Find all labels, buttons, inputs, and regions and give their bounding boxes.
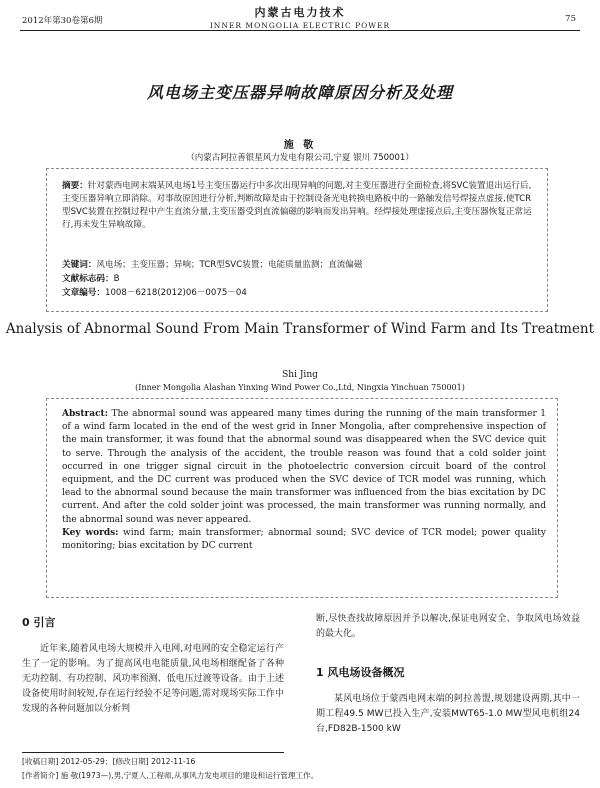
abstract-en xyxy=(62,408,546,553)
header-divider xyxy=(20,30,580,31)
footnote-received: [收稿日期] 2012-05-29；[修改日期] 2012-11-16 xyxy=(22,757,196,766)
section-heading-introduction: 0 引言 xyxy=(22,616,56,629)
abstract-cn-label: 摘要： xyxy=(62,181,88,191)
abstract-en-label: Abstract: xyxy=(62,409,109,419)
introduction-paragraph: 近年来,随着风电场大规模并入电网,对电网的安全稳定运行产生了一定的影响。为了提高风电电能质量,风电场相继配备了各种无功控制、有功控制、风功率预测、低电压过渡等设备。由于上述设备使用时间较短,存在运行经验不足等问题,需对现场实际工作中发现的各种问题加以分析判 xyxy=(22,644,284,714)
journal-header xyxy=(0,4,600,30)
section-heading-equipment: 1 风电场设备概况 xyxy=(316,666,405,679)
affiliation-en: (Inner Mongolia Alashan Yinxing Wind Power Co.,Ltd, Ningxia Yinchuan 750001) xyxy=(135,383,465,392)
abstract-cn xyxy=(62,180,532,232)
keywords-en-label: Key words: xyxy=(62,527,119,538)
running-header-issue: 2012年第30卷第6期 xyxy=(22,16,103,26)
footnote-author-bio: [作者简介] 施 敬(1973—),男,宁夏人,工程师,从事风力发电项目的建设和运行管理工作。 xyxy=(22,771,319,780)
paper-title-en: Analysis of Abnormal Sound From Main Transformer of Wind Farm and Its Treatment xyxy=(5,321,595,337)
keywords-cn xyxy=(62,258,532,270)
journal-name-en: INNER MONGOLIA ELECTRIC POWER xyxy=(209,21,391,30)
journal-name-cn: 内蒙古电力技术 xyxy=(254,6,346,19)
keywords-cn-text: 风电场；主变压器；异响；TCR型SVC装置；电能质量监测；直流偏磁 xyxy=(96,260,363,270)
paper-title-cn: 风电场主变压器异响故障原因分析及处理 xyxy=(146,83,453,102)
page-number: 75 xyxy=(565,14,576,24)
footnote-divider xyxy=(22,752,284,753)
document-code-cn xyxy=(62,272,532,284)
abstract-cn-text: 针对蒙西电网末端某风电场1号主变压器运行中多次出现异响的问题,对主变压器进行全面检查,将SVC装置退出运行后,主变压器异响立即消除。对事故原因进行分析,判断故障是由于控制设备光电转换电路板中的一路触发信号焊接点虚接,使TCR型SVC装置在控制过程中产生直流分量,主变压器受到直流偏磁的影响而发出异响。经焊接处理虚接点后,主变压器恢复正常运行,再未发生异响故障。 xyxy=(62,181,532,230)
author-name-en: Shi Jing xyxy=(282,370,318,380)
article-number-label: 文章编号： xyxy=(62,288,105,298)
keywords-en-text: wind farm; main transformer; abnormal sound; SVC device of TCR model; power quality monitoring; bias excitation by DC current xyxy=(62,527,546,552)
author-name-cn: 施 敬 xyxy=(283,140,317,151)
introduction-continuation: 断,尽快查找故障原因并予以解决,保证电网安全、争取风电场效益的最大化。 xyxy=(316,614,580,639)
article-number-value: 1008－6218(2012)06－0075－04 xyxy=(104,288,247,298)
document-code-value: B xyxy=(113,274,120,284)
abstract-en-text: The abnormal sound was appeared many times during the running of the main transformer 1 of a wind farm located in the end of the west grid in Inner Mongolia, after comprehensive inspection of the main transformer, it was found that the abnormal sound was disappeared when the SVC device quit to serve. Through the analysis of the accident, the trouble reason was found that a cold solder joint occurred in one trigger signal circuit in the photoelectric conversion circuit board of the control equipment, and the DC current was produced when the SVC device of TCR model was running, which lead to the abnormal sound because the main transformer was influenced from the bias excitation by DC current. And after the cold solder joint was processed, the main transformer was running normally, and the abnormal sound was never appeared. xyxy=(62,409,546,525)
article-number-cn xyxy=(62,286,532,298)
document-code-label: 文献标志码： xyxy=(62,274,114,284)
keywords-cn-label: 关键词： xyxy=(62,260,97,270)
affiliation-cn: （内蒙古阿拉善银星风力发电有限公司,宁夏 银川 750001） xyxy=(186,153,414,163)
equipment-paragraph: 某风电场位于蒙西电网末端的阿拉善盟,规划建设两期,其中一期工程49.5 MW已投入生产,安装MWT65-1.0 MW型风电机组24台,FD82B-1500 kW xyxy=(316,694,580,734)
